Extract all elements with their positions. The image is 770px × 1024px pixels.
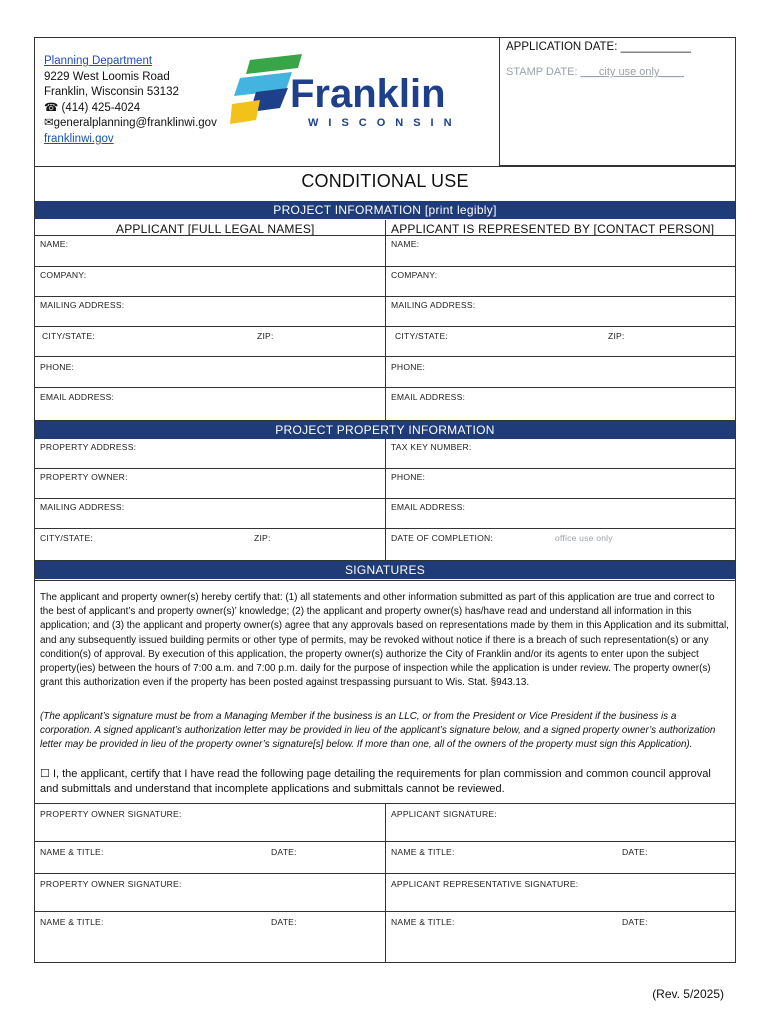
column-divider	[385, 439, 386, 560]
owner-date-field-2[interactable]: DATE:	[271, 917, 297, 927]
signatures-band: SIGNATURES	[35, 561, 735, 579]
website-link[interactable]: franklinwi.gov	[44, 132, 114, 145]
column-divider	[385, 220, 386, 420]
contact-block	[44, 54, 217, 147]
phone-number: (414) 425-4024	[61, 101, 141, 114]
stamp-value: ___city use only____	[580, 66, 684, 78]
owner-mailing-field[interactable]: MAILING ADDRESS:	[40, 502, 125, 512]
owner-signature-field-2[interactable]: PROPERTY OWNER SIGNATURE:	[40, 879, 182, 889]
revision-note: (Rev. 5/2025)	[652, 987, 724, 1001]
stamp-label: STAMP DATE:	[506, 66, 581, 78]
logo-state: WISCONSIN	[308, 117, 458, 129]
column-divider	[385, 803, 386, 963]
representative-heading: APPLICANT IS REPRESENTED BY [CONTACT PERSON]	[391, 222, 715, 236]
rep-name-title-field[interactable]: NAME & TITLE:	[391, 917, 455, 927]
applicant-name-title-field[interactable]: NAME & TITLE:	[391, 847, 455, 857]
rep-name-field[interactable]: NAME:	[391, 239, 420, 249]
checkbox-icon[interactable]: ☐	[40, 768, 50, 780]
applicant-company-field[interactable]: COMPANY:	[40, 270, 87, 280]
planning-dept-link[interactable]: Planning Department	[44, 55, 153, 67]
applicant-mailing-field[interactable]: MAILING ADDRESS:	[40, 300, 125, 310]
property-info-band: PROJECT PROPERTY INFORMATION	[35, 421, 735, 439]
application-date: APPLICATION DATE: ___________	[506, 41, 691, 53]
applicant-date-field[interactable]: DATE:	[622, 847, 648, 857]
project-info-band: PROJECT INFORMATION [print legibly]	[35, 201, 735, 219]
rep-email-field[interactable]: EMAIL ADDRESS:	[391, 392, 466, 402]
logo-wordmark: Franklin	[290, 72, 446, 116]
applicant-name-field[interactable]: NAME:	[40, 239, 69, 249]
certify-checkbox-row[interactable]	[40, 767, 732, 797]
logo-mark-icon	[228, 52, 458, 132]
owner-email-field[interactable]: EMAIL ADDRESS:	[391, 502, 466, 512]
applicant-signature-field[interactable]: APPLICANT SIGNATURE:	[391, 809, 497, 819]
email-address[interactable]: generalplanning@franklinwi.gov	[53, 117, 217, 129]
rep-date-field[interactable]: DATE:	[622, 917, 648, 927]
rep-company-field[interactable]: COMPANY:	[391, 270, 438, 280]
owner-name-title-field-2[interactable]: NAME & TITLE:	[40, 917, 104, 927]
header-divider	[34, 166, 736, 167]
applicant-zip-field[interactable]: ZIP:	[257, 331, 274, 341]
completion-date-field[interactable]: DATE OF COMPLETION:	[391, 533, 493, 543]
stamp-box	[499, 37, 736, 166]
rep-signature-field[interactable]: APPLICANT REPRESENTATIVE SIGNATURE:	[391, 879, 579, 889]
rep-city-field[interactable]: CITY/STATE:	[395, 331, 448, 341]
certify-checkbox-label: I, the applicant, certify that I have read the following page detailing the requirements for plan commission and common council approval and submittals and understand that incomplete applications and submittals cannot be reviewed.	[40, 768, 711, 795]
applicant-email-field[interactable]: EMAIL ADDRESS:	[40, 392, 115, 402]
owner-zip-field[interactable]: ZIP:	[254, 533, 271, 543]
applicant-phone-field[interactable]: PHONE:	[40, 362, 75, 372]
property-owner-field[interactable]: PROPERTY OWNER:	[40, 472, 128, 482]
certification-text: The applicant and property owner(s) hereby certify that: (1) all statements and other information submitted as part of this application are true and correct to the best of applicant’s and property owner(s)’ knowledge; (2) the applicant and property owner(s) has/have read and understand all information in this application; and (3) the applicant and property owner(s) agree that any approvals based on representations made by them in this Application and its submittal, and any subsequently issued building permits or other type of permits, may be revoked without notice if there is a breach of such representation(s) or any condition(s) of approval. By execution of this application, the property owner(s) authorize the City of Franklin and/or its agents to enter upon the subject property(ies) between the hours of 7:00 a.m. and 7:00 p.m. daily for the purpose of inspection while the application is under review. The property owner(s) grant this authorization even if the property has been posted against trespassing pursuant to Wis. Stat. §943.13.	[40, 592, 729, 689]
rep-phone-field[interactable]: PHONE:	[391, 362, 426, 372]
office-use-note: office use only	[555, 533, 613, 543]
owner-signature-field-1[interactable]: PROPERTY OWNER SIGNATURE:	[40, 809, 182, 819]
rep-mailing-field[interactable]: MAILING ADDRESS:	[391, 300, 476, 310]
owner-phone-field[interactable]: PHONE:	[391, 472, 426, 482]
page-title: CONDITIONAL USE	[301, 171, 469, 191]
rep-zip-field[interactable]: ZIP:	[608, 331, 625, 341]
applicant-city-field[interactable]: CITY/STATE:	[42, 331, 95, 341]
city-address: Franklin, Wisconsin 53132	[44, 86, 179, 98]
street-address: 9229 West Loomis Road	[44, 70, 170, 83]
owner-date-field-1[interactable]: DATE:	[271, 847, 297, 857]
phone-icon: ☎	[44, 101, 59, 114]
property-address-field[interactable]: PROPERTY ADDRESS:	[40, 442, 137, 452]
tax-key-field[interactable]: TAX KEY NUMBER:	[391, 442, 472, 452]
franklin-logo	[228, 52, 458, 132]
owner-city-field[interactable]: CITY/STATE:	[40, 533, 93, 543]
applicant-heading: APPLICANT [FULL LEGAL NAMES]	[116, 222, 315, 236]
owner-name-title-field-1[interactable]: NAME & TITLE:	[40, 847, 104, 857]
signature-note: (The applicant’s signature must be from a Managing Member if the business is an LLC, or from the President or Vice President if the business is a corporation. A signed applicant’s authorization letter may be provided in lieu of the applicant’s signature below, and a signed property owner’s authorization letter may be provided in lieu of the property owner’s signature[s] below. If more than one, all of the owners of the property must sign this Application).	[40, 711, 716, 751]
envelope-icon: ✉	[44, 117, 54, 129]
stamp-date	[506, 66, 684, 78]
